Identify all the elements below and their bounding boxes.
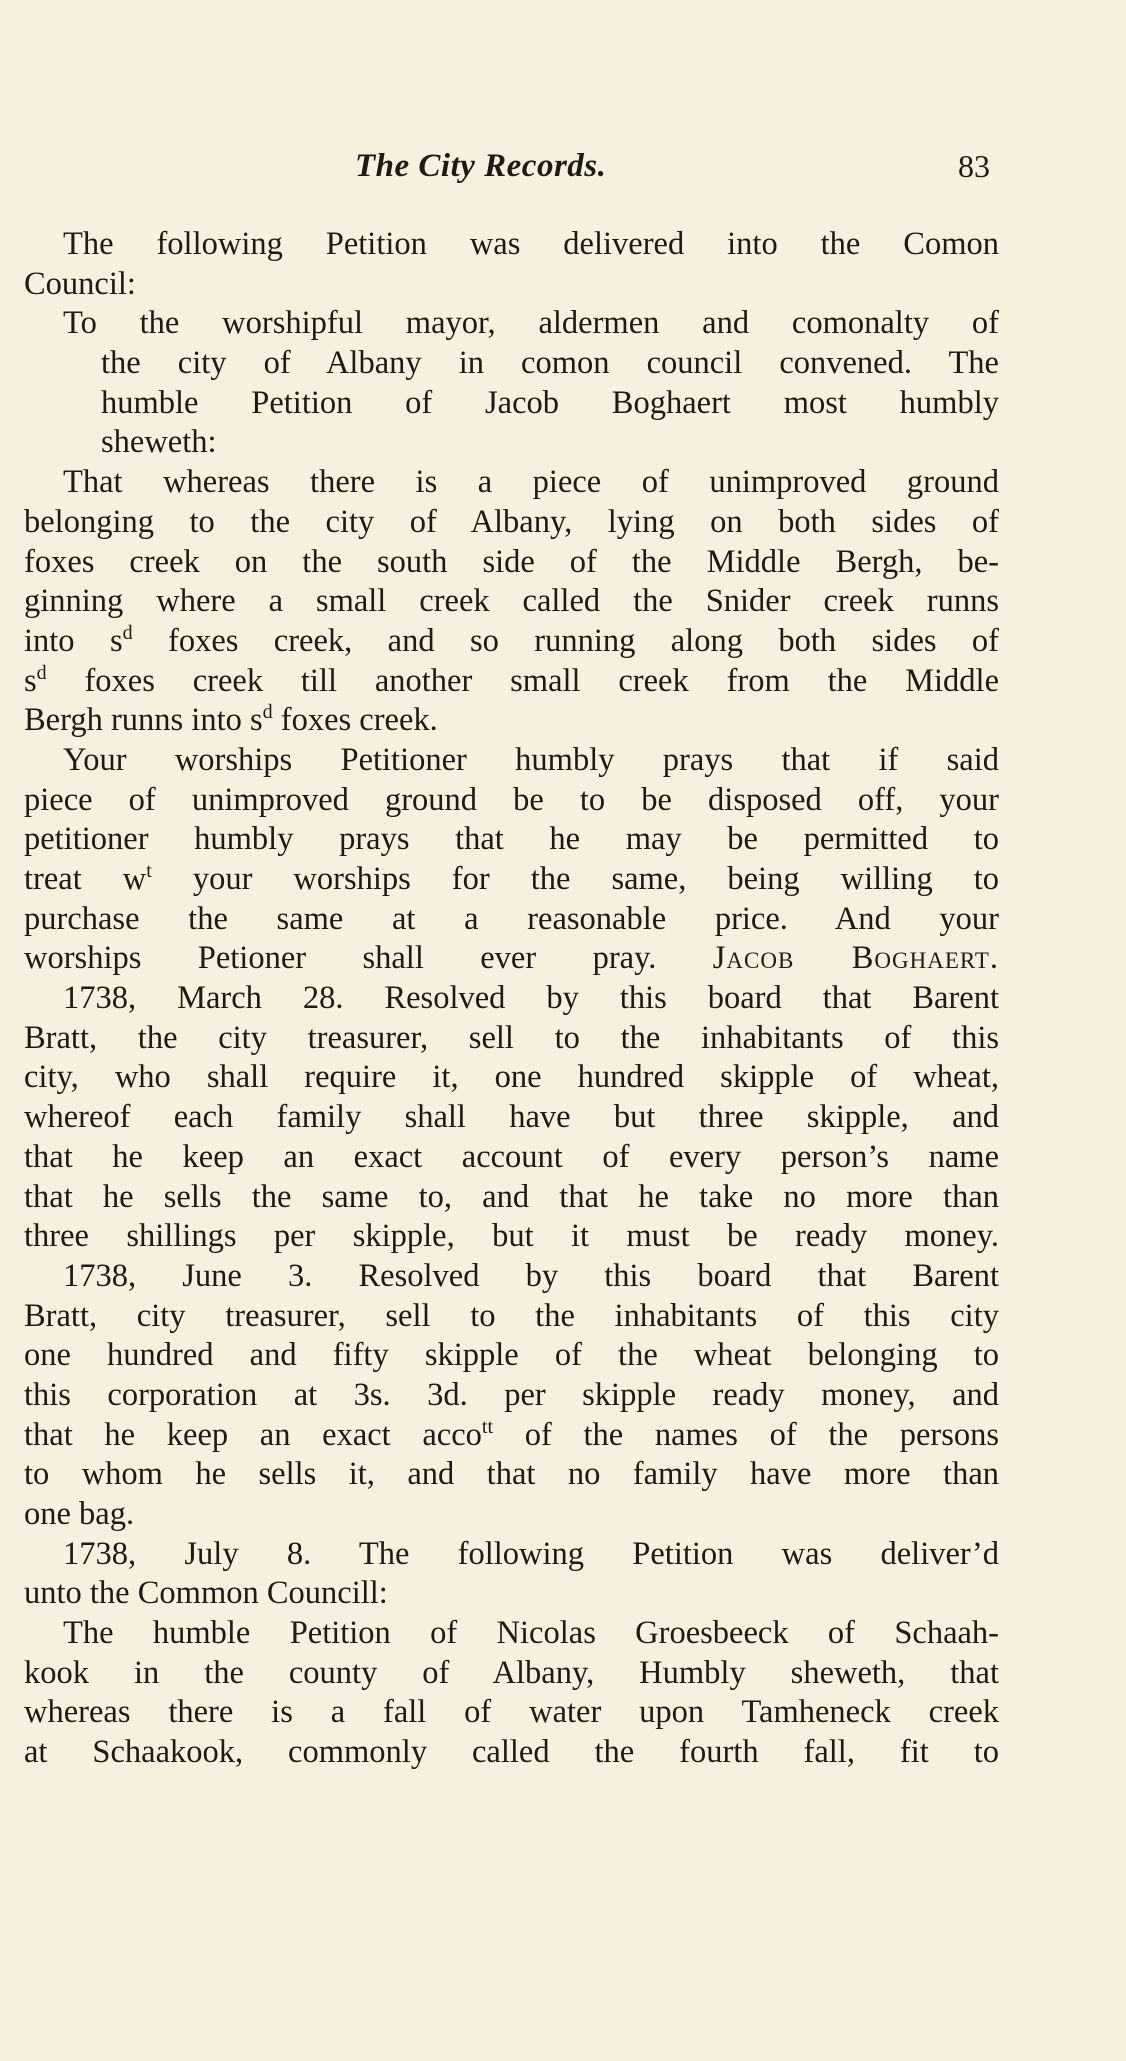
text-line: Bratt, city treasurer, sell to the inhabitants of this city [24,1297,999,1334]
signature: Jacob Boghaert. [712,940,999,977]
text-line: petitioner humbly prays that he may be permitted to [24,821,999,858]
text-run: s [24,662,37,699]
superscript: d [122,621,133,644]
text-line: Council: [24,265,136,302]
text-line: 1738, March 28. Resolved by this board that Barent [63,980,999,1017]
body-text [24,225,999,1773]
text-run: that he keep an exact acco [24,1416,482,1453]
superscript: tt [481,1415,494,1438]
superscript: t [146,860,152,882]
text-line: That whereas there is a piece of unimproved ground [63,464,999,501]
superscript: d [262,701,273,724]
text-line: ginning where a small creek called the Snider creek runns [24,583,999,620]
text-run: worships Petioner shall ever pray. [24,940,657,977]
text-line: foxes creek on the south side of the Middle Bergh, be- [24,543,999,580]
text-line: that he keep an exact account of every person’s name [24,1138,999,1175]
running-title: The City Records. [355,148,607,184]
text-line: three shillings per skipple, but it must be ready money. [24,1218,999,1255]
text-run: your worships for the same, being willing to [151,861,999,897]
text-line: to whom he sells it, and that no family have more than [24,1456,999,1493]
text-line: whereas there is a fall of water upon Tamheneck creek [24,1694,999,1731]
superscript: d [36,661,47,684]
text-line: unto the Common Councill: [24,1575,388,1612]
text-line: The following Petition was delivered into the Comon [63,226,999,262]
text-line: 1738, July 8. The following Petition was deliver’d [63,1535,999,1572]
text-line: one hundred and fifty skipple of the wheat belonging to [24,1337,999,1374]
text-line [24,622,999,662]
text-run: Bergh runns into s [24,702,263,739]
text-line: this corporation at 3s. 3d. per skipple ready money, and [24,1376,999,1413]
text-run: treat w [24,861,147,897]
text-line: humble Petition of Jacob Boghaert most humbly [101,384,999,421]
text-line: whereof each family shall have but three skipple, and [24,1099,999,1136]
text-line: Your worships Petitioner humbly prays that if said [63,741,999,778]
text-line: piece of unimproved ground be to be disposed off, your [24,781,999,818]
text-line: city, who shall require it, one hundred skipple of wheat, [24,1059,999,1096]
text-line: that he sells the same to, and that he take no more than [24,1178,999,1215]
text-line: belonging to the city of Albany, lying on both sides of [24,503,999,540]
text-run: into s [24,622,123,659]
text-line [24,662,999,702]
text-line: To the worshipful mayor, aldermen and comonalty of [63,305,999,342]
text-line: sheweth: [101,424,217,461]
text-line: kook in the county of Albany, Humbly sheweth, that [24,1654,999,1691]
text-line [24,860,999,900]
text-line: Bratt, the city treasurer, sell to the inhabitants of this [24,1019,999,1056]
page-number: 83 [958,148,990,184]
page-header [0,148,1126,198]
text-line: the city of Albany in comon council convened. The [101,345,999,382]
text-line: at Schaakook, commonly called the fourth fall, fit to [24,1734,999,1771]
text-line: 1738, June 3. Resolved by this board that Barent [63,1257,999,1294]
text-run: of the names of the persons [493,1416,999,1453]
text-run: foxes creek. [272,702,438,739]
text-line: purchase the same at a reasonable price. And your [24,900,999,937]
text-run: foxes creek, and so running along both sides of [132,622,999,659]
text-line [24,939,999,979]
text-line [24,701,999,741]
text-run: foxes creek till another small creek from the Middle [46,662,999,699]
text-line: The humble Petition of Nicolas Groesbeeck of Schaah- [63,1615,999,1652]
text-line: one bag. [24,1496,135,1532]
text-line [24,1416,999,1456]
